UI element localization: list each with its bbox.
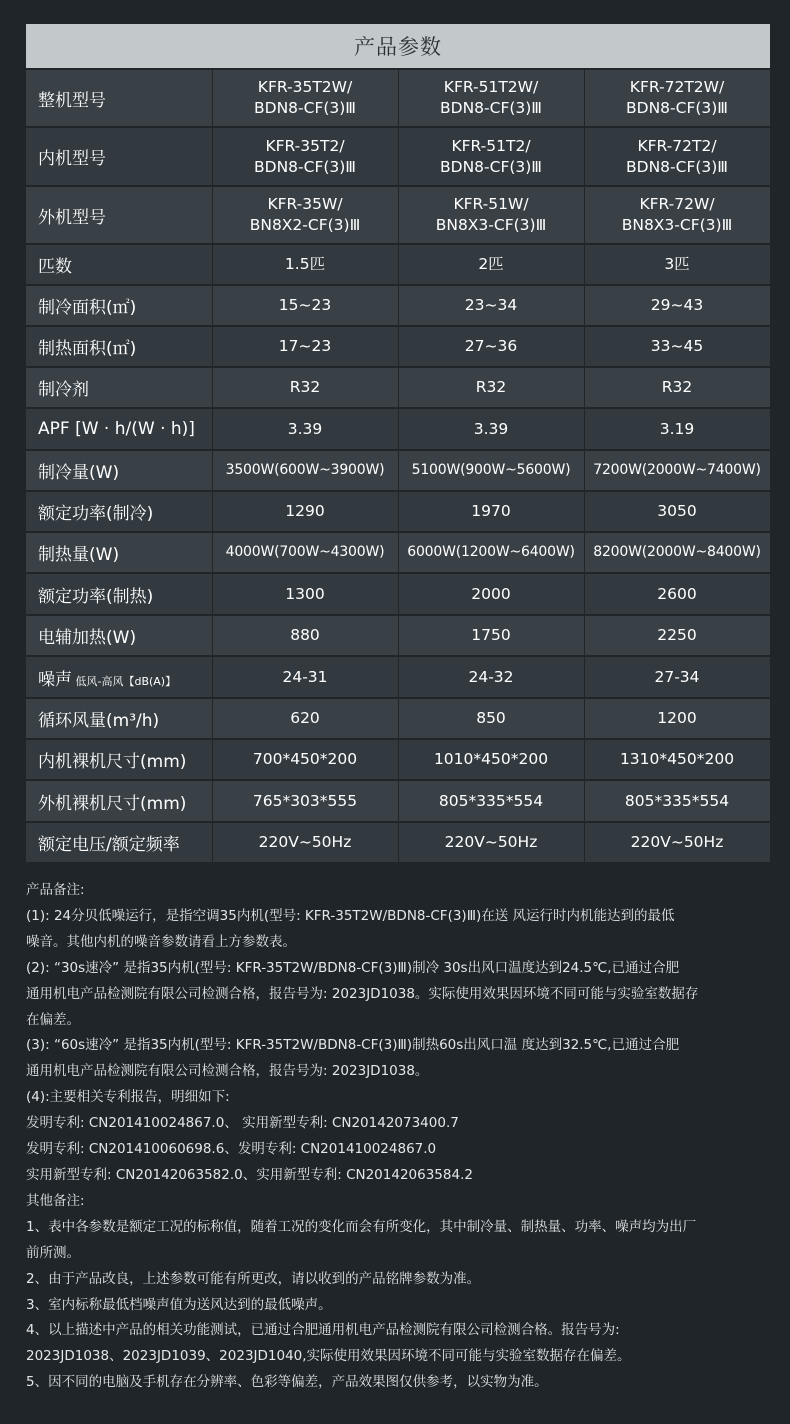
note-line: 3、室内标称最低档噪声值为送风达到的最低噪声。 [26,1296,332,1313]
table-cell: 3匹 [584,244,770,285]
table-row [26,70,770,127]
table-title: 产品参数 [26,24,770,68]
table-cell: 620 [212,698,398,739]
cell-line: KFR-51T2/ [451,136,531,155]
table-cell [584,186,770,244]
table-cell: 2000 [398,573,584,615]
table-row [26,739,770,780]
table-cell: 220V~50Hz [398,822,584,863]
table-cell: 8200W(2000W~8400W) [584,532,770,573]
note-line: 1、表中各参数是额定工况的标称值，随着工况的变化而会有所变化，其中制冷量、制热量、功率、噪声均为出厂 [26,1218,697,1235]
note-line: 2023JD1038、2023JD1039、2023JD1040,实际使用效果因环境不同可能与实验室数据存在偏差。 [26,1348,631,1365]
table-row [26,822,770,863]
table-cell: 7200W(2000W~7400W) [584,450,770,491]
note-line: 4、以上描述中产品的相关功能测试，已通过合肥通用机电产品检测院有限公司检测合格。报告号为: [26,1322,620,1339]
table-cell: 1010*450*200 [398,739,584,780]
table-cell: 765*303*555 [212,780,398,822]
cell-line: BN8X2-CF(3)Ⅲ [249,216,361,234]
table-cell: R32 [398,367,584,408]
table-cell: 4000W(700W~4300W) [212,532,398,573]
table-cell: 1750 [398,615,584,656]
table-cell: 3.19 [584,408,770,450]
row-label: 电辅加热(W) [26,615,212,656]
cell-line: BN8X3-CF(3)Ⅲ [435,216,547,234]
row-label: 外机裸机尺寸(mm) [26,780,212,822]
table-cell: 33~45 [584,326,770,367]
table-cell: R32 [584,367,770,408]
table-cell: 880 [212,615,398,656]
table-cell: 6000W(1200W~6400W) [398,532,584,573]
cell-line: KFR-51T2W/ [443,78,539,96]
table-row [26,491,770,532]
cell-line: BDN8-CF(3)Ⅲ [440,157,542,176]
note-line: 其他备注: [26,1192,85,1209]
row-label: 内机裸机尺寸(mm) [26,739,212,780]
table-row [26,285,770,326]
table-cell: R32 [212,367,398,408]
table-cell [584,70,770,127]
cell-line: BDN8-CF(3)Ⅲ [254,157,356,176]
cell-line: BDN8-CF(3)Ⅲ [440,99,542,117]
table-cell: 2匹 [398,244,584,285]
note-line: 发明专利: CN201410024867.0、 实用新型专利: CN20142073400.7 [26,1115,459,1132]
cell-line: KFR-35T2/ [265,136,345,155]
note-line: (3): “60s速冷” 是指35内机(型号: KFR-35T2W/BDN8-CF(3)Ⅲ)制热60s出风口温 度达到32.5℃,已通过合肥 [26,1037,680,1054]
table-row [26,656,770,698]
table-cell: 1300 [212,573,398,615]
table-row [26,450,770,491]
table-cell: 29~43 [584,285,770,326]
table-cell [398,186,584,244]
table-cell: 24-31 [212,656,398,698]
row-label: APF [W · h/(W · h)] [26,408,212,450]
row-label: 制热面积(㎡) [26,326,212,367]
row-label: 匹数 [26,244,212,285]
cell-line: KFR-72T2/ [637,136,717,155]
note-line: 产品备注: [26,882,85,898]
table-cell: 1200 [584,698,770,739]
note-line: 实用新型专利: CN20142063582.0、实用新型专利: CN20142063584.2 [26,1166,473,1183]
table-row [26,532,770,573]
product-notes [26,878,772,1396]
note-line: 前所测。 [26,1244,80,1261]
row-label: 循环风量(m³/h) [26,698,212,739]
cell-line: BDN8-CF(3)Ⅲ [626,99,728,117]
noise-label: 噪声 [38,669,72,690]
table-cell: 805*335*554 [398,780,584,822]
table-cell: 17~23 [212,326,398,367]
note-line: (1): 24分贝低噪运行，是指空调35内机(型号: KFR-35T2W/BDN8-CF(3)Ⅲ)在送 风运行时内机能达到的最低 [26,907,675,924]
row-label: 外机型号 [26,186,212,244]
row-label: 制冷剂 [26,367,212,408]
row-label: 额定电压/额定频率 [26,822,212,863]
table-cell: 220V~50Hz [584,822,770,863]
row-label: 制冷面积(㎡) [26,285,212,326]
table-row [26,244,770,285]
table-cell: 2600 [584,573,770,615]
table-row [26,408,770,450]
table-cell: 3500W(600W~3900W) [212,450,398,491]
table-cell: 3.39 [212,408,398,450]
note-line: 5、因不同的电脑及手机存在分辨率、色彩等偏差，产品效果图仅供参考，以实物为准。 [26,1374,548,1391]
cell-line: KFR-35W/ [267,195,343,213]
cell-line: KFR-72T2W/ [629,78,725,96]
table-row [26,615,770,656]
table-cell: 15~23 [212,285,398,326]
note-line: 在偏差。 [26,1011,80,1028]
note-line: 发明专利: CN201410060698.6、发明专利: CN201410024867.0 [26,1141,437,1158]
table-cell: 700*450*200 [212,739,398,780]
note-line: (2): “30s速冷” 是指35内机(型号: KFR-35T2W/BDN8-CF(3)Ⅲ)制冷 30s出风口温度达到24.5℃,已通过合肥 [26,959,680,976]
table-cell: 23~34 [398,285,584,326]
table-cell: 1970 [398,491,584,532]
table-cell [398,70,584,127]
product-params-table [26,70,771,864]
table-row [26,326,770,367]
table-row [26,367,770,408]
cell-line: KFR-51W/ [453,195,529,213]
note-line: 通用机电产品检测院有限公司检测合格，报告号为: 2023JD1038。 [26,1063,429,1080]
row-label: 制热量(W) [26,532,212,573]
table-cell: 27-34 [584,656,770,698]
row-label: 制冷量(W) [26,450,212,491]
table-row [26,127,770,186]
table-cell: 1290 [212,491,398,532]
note-line: 噪音。其他内机的噪音参数请看上方参数表。 [26,933,296,950]
noise-unit-label: 低风-高风【dB(A)】 [72,674,177,688]
cell-line: KFR-72W/ [639,195,715,213]
table-cell: 24-32 [398,656,584,698]
row-label: 整机型号 [26,70,212,127]
table-cell: 850 [398,698,584,739]
note-line: (4):主要相关专利报告，明细如下: [26,1089,230,1106]
table-cell [212,186,398,244]
table-cell [212,70,398,127]
table-cell: 805*335*554 [584,780,770,822]
row-label: 额定功率(制热) [26,573,212,615]
row-label: 额定功率(制冷) [26,491,212,532]
table-cell: 220V~50Hz [212,822,398,863]
row-label: 内机型号 [26,127,212,186]
table-cell: 27~36 [398,326,584,367]
table-cell: 1310*450*200 [584,739,770,780]
table-row [26,780,770,822]
cell-line: BDN8-CF(3)Ⅲ [626,157,728,176]
cell-line: KFR-35T2W/ [257,78,353,96]
table-cell [584,127,770,186]
table-row [26,186,770,244]
note-line: 通用机电产品检测院有限公司检测合格，报告号为: 2023JD1038。实际使用效果因环境不同可能与实验室数据存 [26,985,699,1002]
note-line: 2、由于产品改良，上述参数可能有所更改，请以收到的产品铭牌参数为准。 [26,1270,481,1287]
table-cell: 3050 [584,491,770,532]
table-cell: 2250 [584,615,770,656]
table-cell [398,127,584,186]
table-cell: 1.5匹 [212,244,398,285]
table-cell [212,127,398,186]
row-label [26,656,212,698]
table-cell: 5100W(900W~5600W) [398,450,584,491]
table-row [26,698,770,739]
table-row [26,573,770,615]
cell-line: BDN8-CF(3)Ⅲ [254,99,356,117]
table-cell: 3.39 [398,408,584,450]
cell-line: BN8X3-CF(3)Ⅲ [621,216,733,234]
